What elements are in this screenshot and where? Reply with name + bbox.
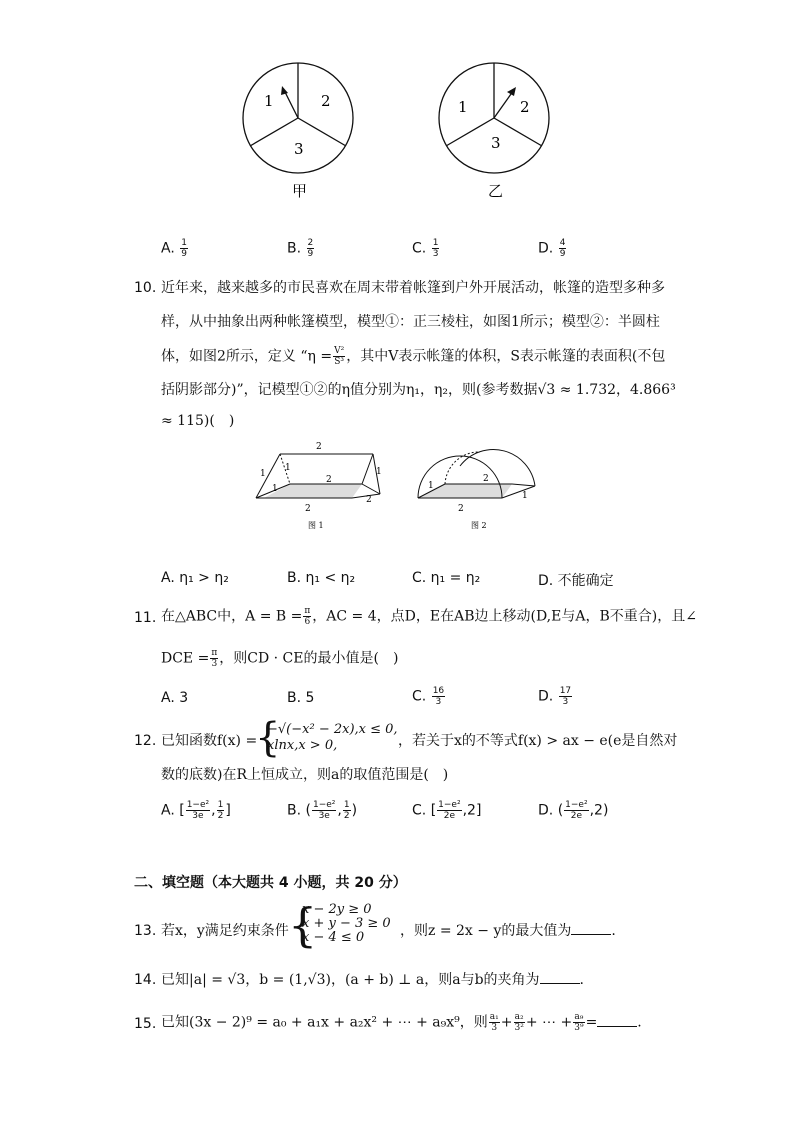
q10-option-b[interactable]: B. η₁ < η₂ xyxy=(287,570,356,586)
q12-option-a[interactable] xyxy=(161,800,231,821)
figure-caption: 图 1 xyxy=(308,521,324,530)
bracket: ] xyxy=(475,802,482,819)
q9-option-b[interactable] xyxy=(287,238,315,259)
frac-den: 3 xyxy=(211,659,218,669)
q15-number: 15. xyxy=(134,1016,157,1032)
q11-line-1 xyxy=(161,606,697,627)
text-segment: 在△ABC中，A = B = xyxy=(161,608,303,625)
frac-den: 3 xyxy=(432,249,439,259)
edge-label: 1 xyxy=(285,463,291,473)
sector-label: 3 xyxy=(491,134,501,152)
q12-line-1a: 已知函数f(x) = xyxy=(161,733,258,749)
q11-option-b[interactable] xyxy=(287,690,314,706)
q12-line-1b: ，若关于x的不等式f(x) > ax − e(e是自然对 xyxy=(398,733,678,749)
figure-1-prism xyxy=(256,442,382,530)
q10-line-3 xyxy=(161,346,665,367)
frac-den: 9 xyxy=(181,249,187,259)
option-letter: A. xyxy=(161,802,175,819)
text-segment: = xyxy=(585,1014,598,1031)
frac-num: 1−e² xyxy=(565,800,588,810)
pointer-arrow-icon xyxy=(285,92,298,118)
frac-num: 1 xyxy=(217,800,224,810)
edge-label: 2 xyxy=(326,475,332,485)
q10-option-d[interactable]: D. 不能确定 xyxy=(538,573,614,589)
bracket: ) xyxy=(602,802,609,819)
frac-den: 3⁹ xyxy=(574,1023,584,1033)
bracket: ) xyxy=(351,802,358,819)
q12-option-c[interactable] xyxy=(412,800,481,821)
separator: , xyxy=(337,802,342,819)
figure-caption: 图 2 xyxy=(471,521,487,530)
option-letter: A. xyxy=(161,240,175,257)
frac-num: 1−e² xyxy=(438,800,461,810)
q10-line-5: ≈ 115)( ) xyxy=(161,413,235,429)
edge-label: 2 xyxy=(316,442,322,452)
frac-num: 17 xyxy=(559,686,572,696)
text-segment: ，其中V表示帐篷的体积，S表示帐篷的表面积(不包 xyxy=(346,348,666,365)
q9-option-c[interactable] xyxy=(412,238,440,259)
frac-num: V² xyxy=(334,346,345,356)
edge-label: 2 xyxy=(305,504,311,514)
option-letter: D. xyxy=(538,240,554,257)
frac-num: π xyxy=(304,606,311,616)
q9-option-d[interactable] xyxy=(538,238,567,259)
q11-option-d[interactable] xyxy=(538,686,573,707)
q10-line-2: 样，从中抽象出两种帐篷模型，模型①：正三棱柱，如图1所示；模型②：半圆柱 xyxy=(161,314,660,330)
q12-option-b[interactable] xyxy=(287,800,357,821)
option-letter: C. xyxy=(412,802,427,819)
edge-label: 1 xyxy=(376,467,382,477)
piecewise-case-1: −√(−x² − 2x),x ≤ 0, xyxy=(267,722,398,737)
bracket: ] xyxy=(225,802,231,819)
bracket: ( xyxy=(305,802,311,819)
edge-label: 1 xyxy=(428,481,434,491)
figure-2-half-cylinder xyxy=(418,450,535,530)
edge-label: 2 xyxy=(458,504,464,514)
text-segment: ，则z = 2x − y的最大值为 xyxy=(400,923,572,939)
frac-den: 2 xyxy=(343,811,350,821)
frac-den: 9 xyxy=(307,249,314,259)
frac-num: 1 xyxy=(432,238,439,248)
frac-num: a₂ xyxy=(514,1012,524,1022)
frac-den: 2e xyxy=(570,811,582,821)
text-segment: . xyxy=(611,923,616,939)
frac-den: 3 xyxy=(491,1023,498,1033)
option-letter: C. xyxy=(412,240,427,257)
separator: ,2 xyxy=(462,802,476,819)
sector-label: 1 xyxy=(264,92,274,110)
piecewise-brace: { xyxy=(255,715,281,761)
spinner-caption: 乙 xyxy=(488,182,504,200)
section-heading: 二、填空题（本大题共 4 小题，共 20 分） xyxy=(134,875,407,891)
q10-option-c[interactable]: C. η₁ = η₂ xyxy=(412,570,481,586)
frac-num: 16 xyxy=(432,686,445,696)
edge-label: 1 xyxy=(260,469,266,479)
constraint-2: x + y − 3 ≥ 0 xyxy=(302,916,391,931)
frac-num: 4 xyxy=(559,238,566,248)
option-letter: D. xyxy=(538,802,554,819)
constraint-brace: { xyxy=(288,898,318,952)
constraint-3: x − 4 ≤ 0 xyxy=(302,930,365,945)
q10-option-a[interactable]: A. η₁ > η₂ xyxy=(161,570,229,586)
option-letter: B. xyxy=(287,802,302,819)
option-letter: B. xyxy=(287,690,302,706)
frac-num: π xyxy=(211,648,218,658)
q14-number: 14. xyxy=(134,972,157,988)
q12-number: 12. xyxy=(134,733,157,749)
answer-blank[interactable] xyxy=(571,922,611,935)
text-segment: ，则CD · CE的最小值是( ) xyxy=(219,650,399,667)
q11-option-c[interactable] xyxy=(412,686,446,707)
frac-num: a₁ xyxy=(489,1012,499,1022)
q11-line-2 xyxy=(161,648,398,669)
q9-option-a[interactable] xyxy=(161,238,189,259)
text-segment: 体，如图2所示，定义 “η = xyxy=(161,348,333,365)
frac-den: 3 xyxy=(562,697,569,707)
sector-label: 1 xyxy=(458,98,468,116)
frac-den: 9 xyxy=(559,249,566,259)
spinner-figures xyxy=(230,50,680,205)
frac-num: a₉ xyxy=(574,1012,584,1022)
frac-num: 1−e² xyxy=(186,800,210,810)
frac-num: 1 xyxy=(343,800,350,810)
frac-num: 2 xyxy=(307,238,314,248)
q14-text xyxy=(161,970,584,990)
answer-blank[interactable] xyxy=(540,971,580,984)
q13-post xyxy=(400,921,616,941)
edge-label: 2 xyxy=(483,474,489,484)
answer-blank[interactable] xyxy=(597,1014,637,1027)
edge-label: 1 xyxy=(272,484,278,494)
spinner-caption: 甲 xyxy=(292,182,308,200)
q11-option-a[interactable] xyxy=(161,690,188,706)
bracket: ( xyxy=(557,802,564,819)
option-letter: C. xyxy=(412,688,427,705)
option-text: 3 xyxy=(179,690,189,706)
text-segment: DCE = xyxy=(161,650,210,667)
q13-pre: 若x，y满足约束条件 xyxy=(161,923,289,939)
bracket: [ xyxy=(430,802,437,819)
q10-line-1: 近年来，越来越多的市民喜欢在周末带着帐篷到户外开展活动，帐篷的造型多种多 xyxy=(161,280,665,296)
frac-den: 3 xyxy=(435,697,442,707)
option-letter: D. xyxy=(538,688,554,705)
q15-text xyxy=(161,1012,642,1033)
q12-line-2: 数的底数)在R上恒成立，则a的取值范围是( ) xyxy=(161,767,449,783)
text-segment: + ⋯ + xyxy=(525,1014,573,1031)
frac-den: 2e xyxy=(443,811,455,821)
frac-num: 1 xyxy=(181,238,187,248)
q10-line-4: 括阴影部分)”，记模型①②的η值分别为η₁，η₂，则(参考数据√3 ≈ 1.732，4.866³ xyxy=(161,382,676,398)
frac-den: 3e xyxy=(318,811,330,821)
pointer-arrow-icon xyxy=(494,94,511,118)
option-letter: A. xyxy=(161,690,175,706)
text-segment: + xyxy=(500,1014,513,1031)
text-segment: . xyxy=(579,972,584,988)
frac-num: 1−e² xyxy=(312,800,336,810)
text-segment: . xyxy=(637,1014,642,1031)
option-text: 5 xyxy=(305,690,315,706)
edge-label: 1 xyxy=(522,491,528,501)
q11-number: 11. xyxy=(134,610,157,626)
separator: ,2 xyxy=(589,802,603,819)
text-segment: 已知|a| = √3，b = (1,√3)，(a + b) ⊥ a，则a与b的夹角为 xyxy=(161,972,540,988)
frac-den: 2 xyxy=(217,811,224,821)
spinner-left xyxy=(243,63,353,200)
bracket: [ xyxy=(179,802,185,819)
frac-den: S³ xyxy=(334,357,345,367)
spinner-right xyxy=(439,63,549,200)
constraint-1: x − 2y ≥ 0 xyxy=(302,902,372,917)
sector-label: 3 xyxy=(294,140,304,158)
option-letter: B. xyxy=(287,240,302,257)
frac-den: 3² xyxy=(514,1023,524,1033)
q13-number: 13. xyxy=(134,923,157,939)
text-segment: 已知(3x − 2)⁹ = a₀ + a₁x + a₂x² + ⋯ + a₉x⁹，则 xyxy=(161,1014,488,1031)
piecewise-case-2: xlnx,x > 0, xyxy=(267,738,338,753)
edge-label: 2 xyxy=(366,495,372,505)
q10-number: 10. xyxy=(134,280,157,296)
frac-den: 6 xyxy=(304,617,311,627)
text-segment: ，AC = 4，点D，E在AB边上移动(D,E与A，B不重合)，且∠ xyxy=(312,608,697,625)
separator: , xyxy=(211,802,216,819)
q12-option-d[interactable] xyxy=(538,800,608,821)
sector-label: 2 xyxy=(520,98,530,116)
sector-label: 2 xyxy=(321,92,331,110)
tent-figures xyxy=(250,436,550,536)
frac-den: 3e xyxy=(192,811,204,821)
